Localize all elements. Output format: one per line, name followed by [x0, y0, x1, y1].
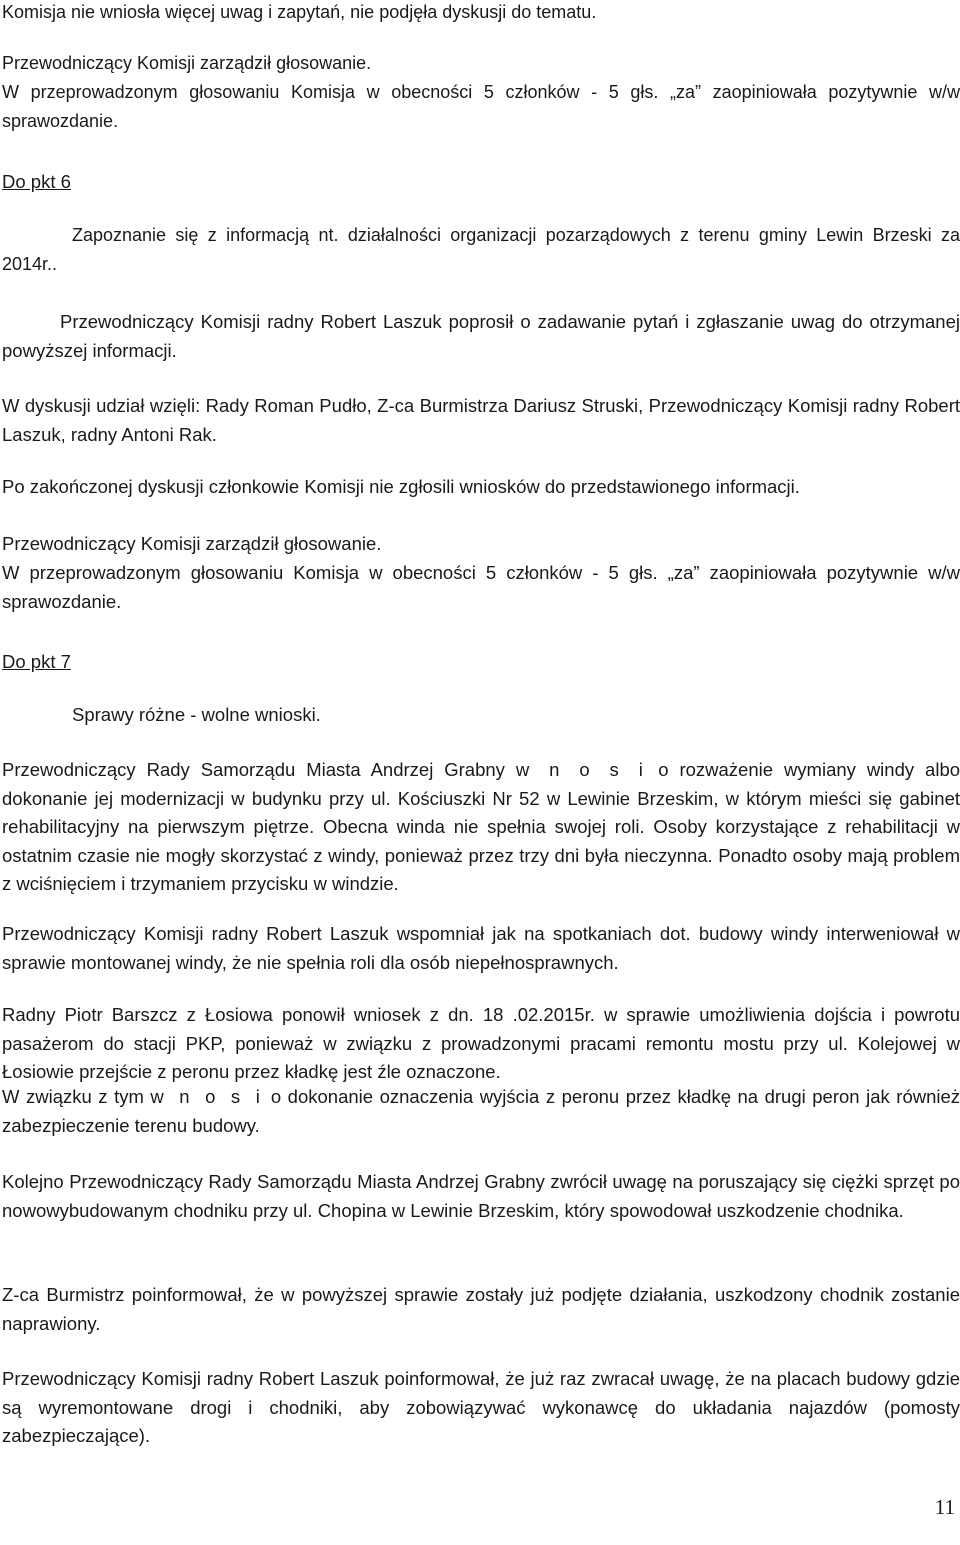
heading-pkt-7: Do pkt 7 [2, 651, 71, 672]
wnosi-emphasis: w n o s i [150, 1086, 265, 1107]
paragraph-after-discussion: Po zakończonej dyskusji członkowie Komisji nie zgłosili wniosków do przedstawionego informacji. [2, 476, 800, 497]
paragraph-deputy-mayor: Z-ca Burmistrz poinformował, że w powyższej sprawie zostały już podjęte działania, uszkodzony chodnik zostanie naprawiony. [2, 1284, 960, 1334]
paragraph-grabny-sidewalk: Kolejno Przewodniczący Rady Samorządu Miasta Andrzej Grabny zwrócił uwagę na poruszający się ciężki sprzęt po nowowybudowanym chodniku przy ul. Chopina w Lewinie Brzeskim, który spowodował uszkodzenie chodnika. [2, 1171, 960, 1221]
paragraph-discussion: W dyskusji udział wzięli: Rady Roman Pudło, Z-ca Burmistrza Dariusz Struski, Przewodniczący Komisji radny Robert Laszuk, radny Antoni Rak. [2, 395, 960, 445]
grabny-lift-part-1: Przewodniczący Rady Samorządu Miasta Andrzej Grabny [2, 759, 505, 780]
paragraph-laszuk-lift: Przewodniczący Komisji radny Robert Laszuk wspomniał jak na spotkaniach dot. budowy windy interweniował w sprawie montowanej windy, że nie spełnia roli dla osób niepełnosprawnych. [2, 923, 960, 973]
paragraph-intro: Komisja nie wniosła więcej uwag i zapytań, nie podjęła dyskusji do tematu. [2, 2, 597, 22]
grabny-lift-part-2: o rozważenie wymiany windy albo dokonanie jej modernizacji w budynku przy ul. Kościuszki Nr 52 w Lewinie Brzeskim, w którym mieści się gabinet rehabilitacyjny na pierwszym piętrze. Obecna winda nie spełnia swojej roli. Osoby korzystające z rehabilitacji w ostatnim czasie nie mogły skorzystać z windy, ponieważ przez trzy dni była nieczynna. Ponadto osoby mają problem z wciśnięciem i trzymaniem przycisku w windzie. [2, 759, 960, 894]
page-number: 11 [934, 1495, 955, 1519]
paragraph-vote-1-result: W przeprowadzonym głosowaniu Komisja w obecności 5 członków - 5 głs. „za” zaopiniowała pozytywnie w/w sprawozdanie. [2, 82, 960, 131]
paragraph-vote-2-order: Przewodniczący Komisji zarządził głosowanie. [2, 533, 382, 554]
heading-pkt-6: Do pkt 6 [2, 171, 71, 192]
paragraph-barszcz-request: Radny Piotr Barszcz z Łosiowa ponowił wniosek z dn. 18 .02.2015r. w sprawie umożliwienia dojścia i powrotu pasażerom do stacji PKP, ponieważ w związku z prowadzonymi pracami remontu mostu przy ul. Kolejowej w Łosiowie przejście z peronu przez kładkę jest źle oznaczone. [2, 1004, 960, 1082]
paragraph-vote-1-order: Przewodniczący Komisji zarządził głosowanie. [2, 53, 372, 73]
paragraph-barszcz-motion [2, 1083, 960, 1140]
paragraph-laszuk-request: Przewodniczący Komisji radny Robert Laszuk poprosił o zadawanie pytań i zgłaszanie uwag do otrzymanej powyższej informacji. [2, 311, 960, 361]
barszcz-motion-part-2: o dokonanie oznaczenia wyjścia z peronu przez kładkę na drugi peron jak również zabezpieczenie terenu budowy. [2, 1086, 960, 1136]
pkt-6-title: Zapoznanie się z informacją nt. działalności organizacji pozarządowych z terenu gminy Lewin Brzeski za 2014r.. [2, 225, 960, 274]
paragraph-vote-2-result: W przeprowadzonym głosowaniu Komisja w obecności 5 członków - 5 głs. „za” zaopiniowała pozytywnie w/w sprawozdanie. [2, 562, 960, 612]
paragraph-grabny-lift [2, 756, 960, 899]
barszcz-motion-part-1: W związku z tym [2, 1086, 144, 1107]
pkt-7-title: Sprawy różne - wolne wnioski. [72, 704, 321, 725]
paragraph-laszuk-roads: Przewodniczący Komisji radny Robert Laszuk poinformował, że już raz zwracał uwagę, że na placach budowy gdzie są wyremontowane drogi i chodniki, aby zobowiązywać wykonawcę do układania najazdów (pomosty zabezpieczające). [2, 1368, 960, 1446]
wnosi-emphasis: w n o s i [515, 759, 648, 780]
